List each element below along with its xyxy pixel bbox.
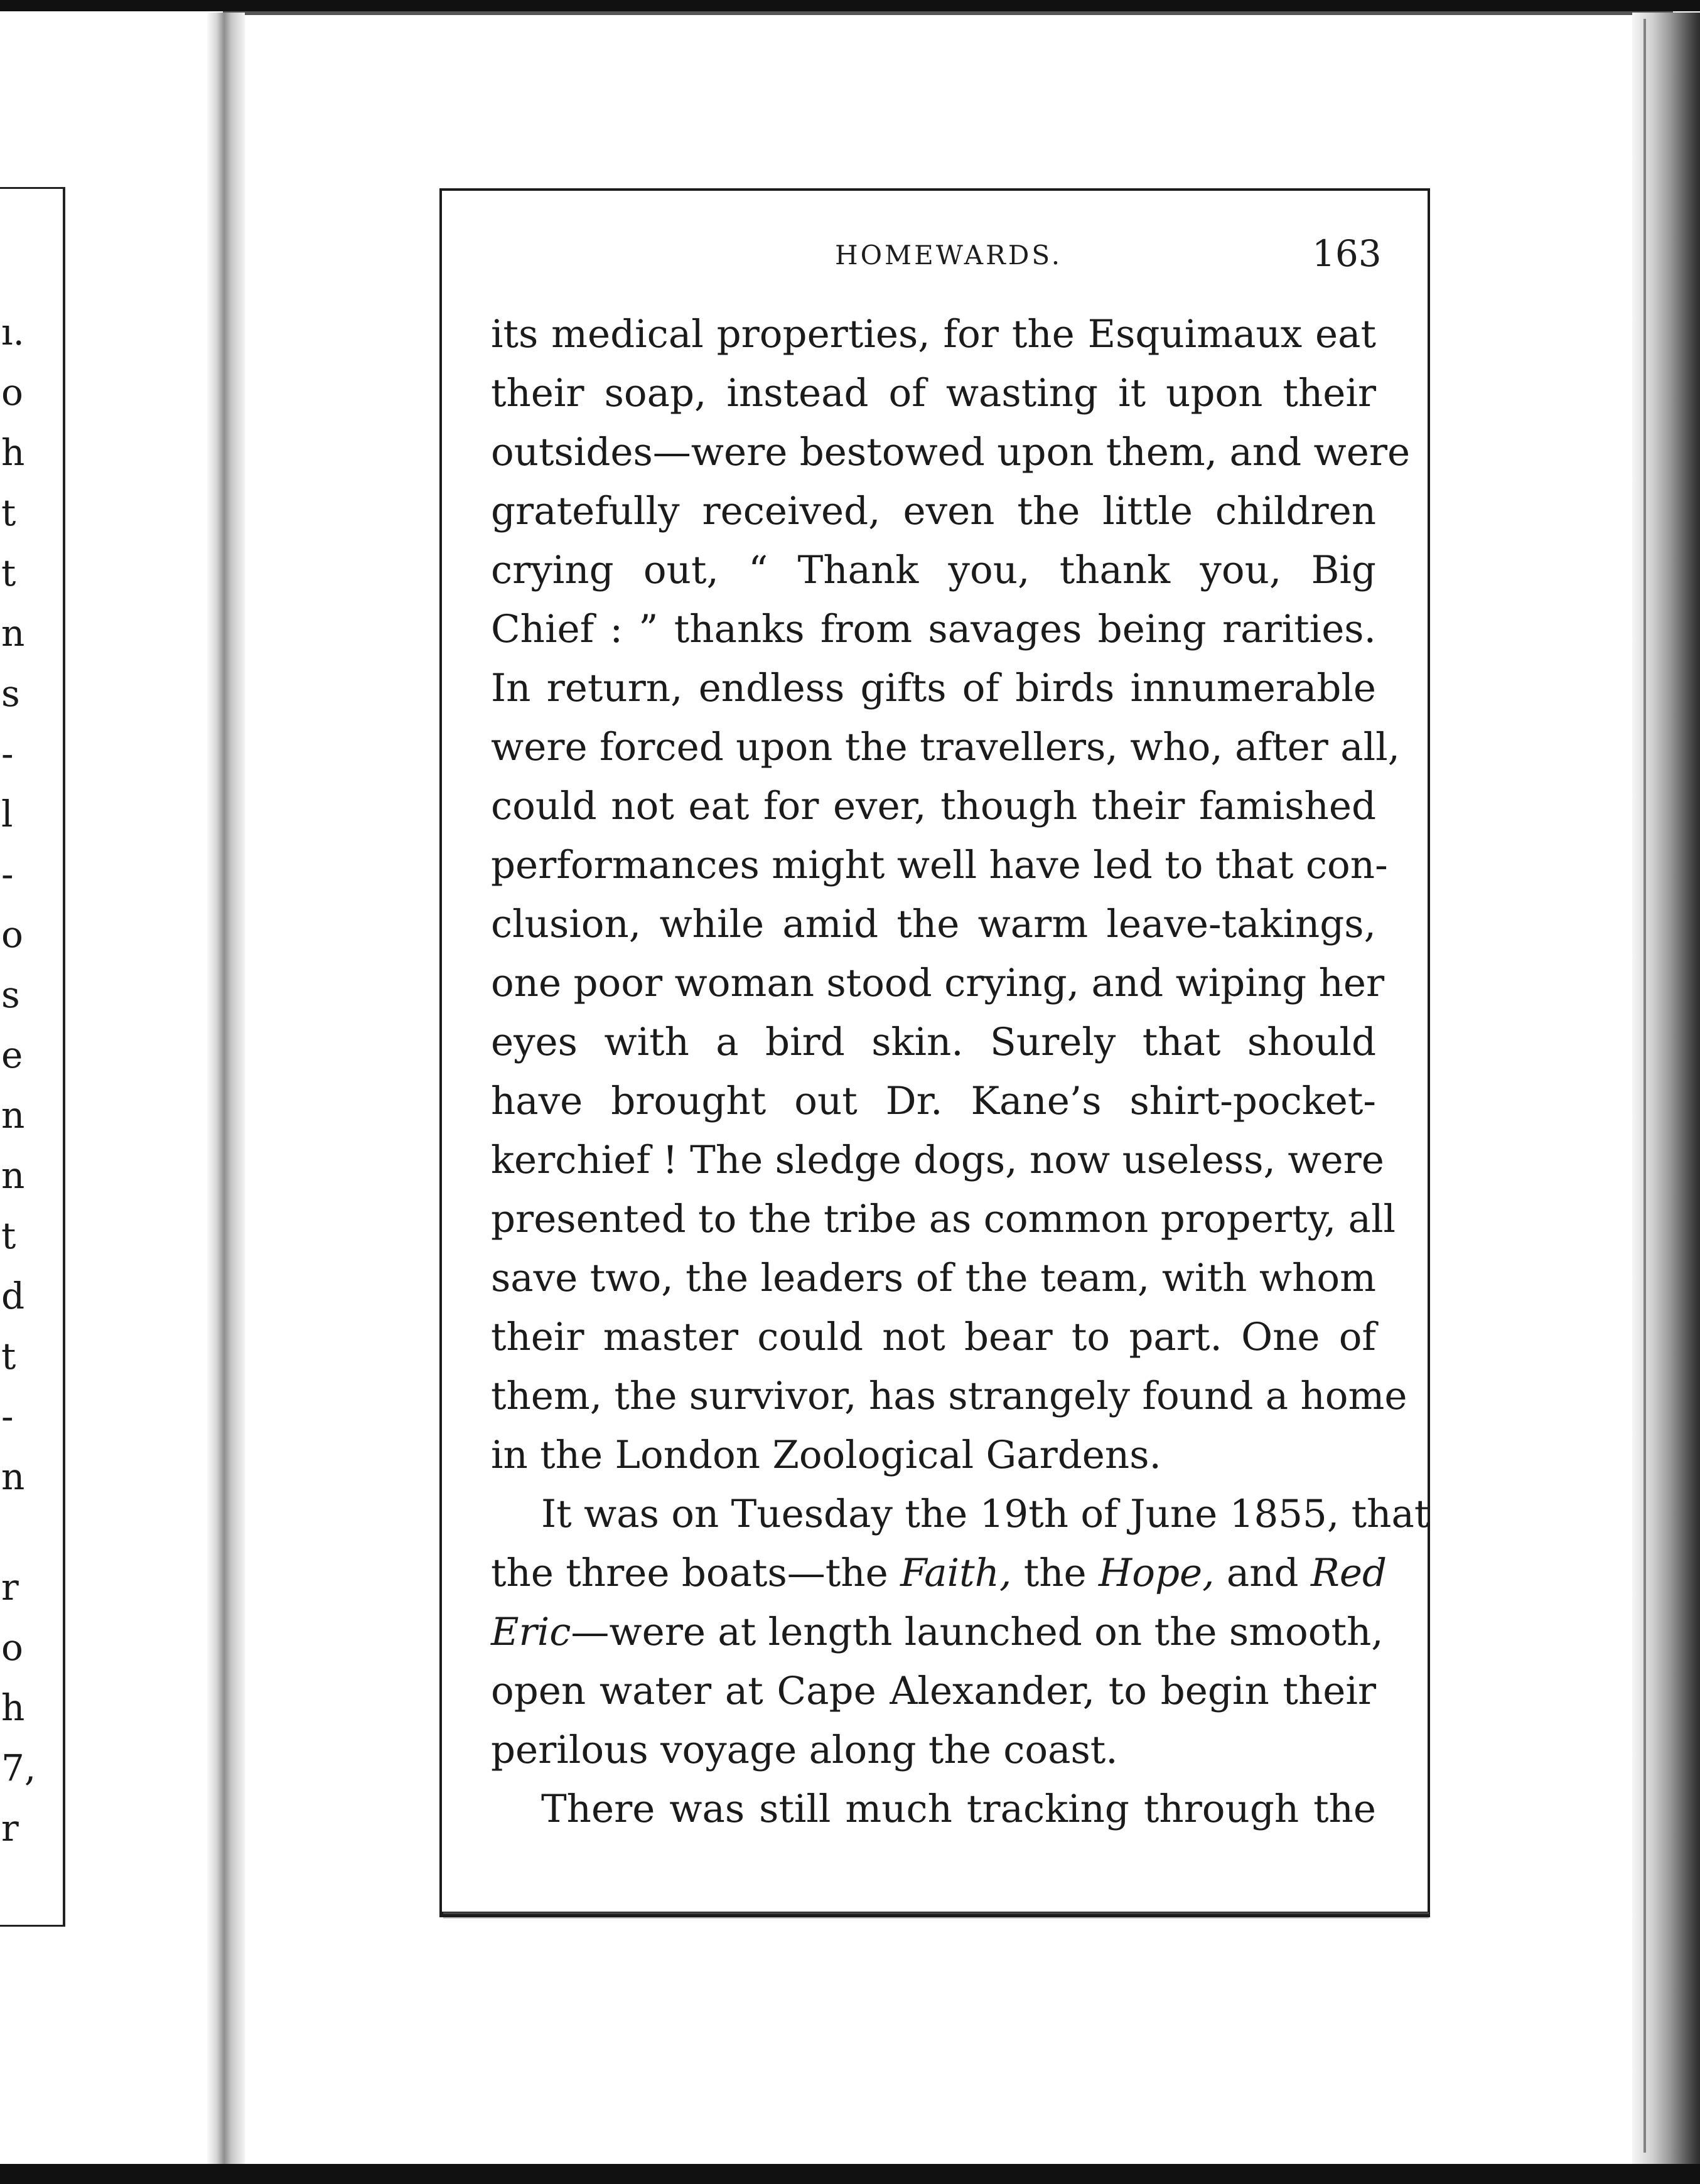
left-fragment-char: n — [1, 612, 25, 655]
running-head: HOMEWARDS. — [835, 240, 1063, 270]
text-line-with-boat-name — [491, 1605, 1384, 1659]
left-fragment-char: s — [1, 672, 20, 715]
left-fragment-char: o — [1, 1626, 23, 1669]
text-line: its medical properties, for the Esquimaux eat — [491, 312, 1376, 356]
left-fragment-char: - — [1, 853, 14, 896]
text-line: their master could not bear to part. One of — [491, 1315, 1376, 1359]
left-fragment-char: d — [1, 1275, 25, 1317]
page-right-edge-shadow — [1632, 13, 1700, 2164]
text-line: open water at Cape Alexander, to begin their — [491, 1669, 1376, 1713]
left-fragment-char: - — [1, 1395, 14, 1438]
text-line: presented to the tribe as common property, all — [491, 1197, 1396, 1241]
text-line: outsides—were bestowed upon them, and were — [491, 430, 1411, 474]
text-line: their soap, instead of wasting it upon their — [491, 371, 1376, 415]
left-fragment-char: t — [1, 1335, 16, 1378]
text-line-with-boat-names — [491, 1546, 1387, 1600]
left-fragment-char: s — [1, 973, 20, 1016]
text-line: have brought out Dr. Kane’s shirt-pocket- — [491, 1079, 1376, 1123]
text-line: were forced upon the travellers, who, after all, — [491, 725, 1401, 769]
text-run: and — [1214, 1551, 1311, 1595]
scan-top-edge-shadow — [223, 11, 1673, 15]
boat-name-eric: Eric — [491, 1610, 571, 1654]
page-edge-line — [1644, 19, 1646, 2153]
page-border-bottom-rule — [439, 1914, 1430, 1917]
scan-bottom-edge — [0, 2164, 1700, 2184]
left-fragment-char: o — [1, 913, 23, 956]
text-line: Chief : ” thanks from savages being rarities. — [491, 607, 1376, 651]
left-fragment-char: o — [1, 371, 23, 414]
text-line: crying out, “ Thank you, thank you, Big — [491, 548, 1376, 592]
left-fragment-char: t — [1, 1214, 16, 1257]
text-run: —were at length launched on the smooth, — [571, 1610, 1384, 1654]
text-line: one poor woman stood crying, and wiping her — [491, 961, 1385, 1005]
left-fragment-char: t — [1, 491, 16, 534]
left-fragment-char: n — [1, 1154, 25, 1197]
text-line: perilous voyage along the coast. — [491, 1728, 1118, 1772]
left-fragment-char: 7, — [1, 1747, 36, 1789]
boat-name-hope: Hope, — [1099, 1551, 1215, 1595]
text-line: kerchief ! The sledge dogs, now useless, were — [491, 1138, 1384, 1182]
left-fragment-char: r — [1, 1807, 19, 1849]
book-gutter-shadow — [207, 13, 245, 2164]
left-fragment-char: n — [1, 1455, 25, 1498]
left-fragment-char: t — [1, 552, 16, 594]
text-line: In return, endless gifts of birds innumerable — [491, 666, 1376, 710]
left-fragment-char: - — [1, 732, 14, 775]
scan-top-edge — [0, 0, 1700, 11]
page-number: 163 — [1312, 232, 1382, 275]
text-run: the — [1011, 1551, 1099, 1595]
text-line: in the London Zoological Gardens. — [491, 1433, 1161, 1477]
text-run: the three boats—the — [491, 1551, 901, 1595]
left-fragment-char: n — [1, 1094, 25, 1137]
left-fragment-char: l — [1, 793, 13, 835]
left-fragment-char: h — [1, 431, 25, 474]
paragraph-start-line: There was still much tracking through the — [541, 1787, 1376, 1831]
boat-name-faith: Faith, — [900, 1551, 1012, 1595]
text-line: clusion, while amid the warm leave-takings, — [491, 902, 1376, 946]
paragraph-start-line: It was on Tuesday the 19th of June 1855, that — [541, 1492, 1430, 1536]
text-line: gratefully received, even the little children — [491, 489, 1376, 533]
text-line: eyes with a bird skin. Surely that should — [491, 1020, 1376, 1064]
left-fragment-char: ı. — [1, 311, 24, 353]
text-line: could not eat for ever, though their famished — [491, 784, 1376, 828]
text-line: them, the survivor, has strangely found a home — [491, 1374, 1407, 1418]
left-fragment-char: h — [1, 1686, 25, 1729]
boat-name-red: Red — [1311, 1551, 1387, 1595]
text-line: save two, the leaders of the team, with whom — [491, 1256, 1376, 1300]
left-fragment-char: e — [1, 1034, 23, 1076]
text-line: performances might well have led to that con- — [491, 843, 1388, 887]
left-fragment-char: r — [1, 1566, 19, 1609]
